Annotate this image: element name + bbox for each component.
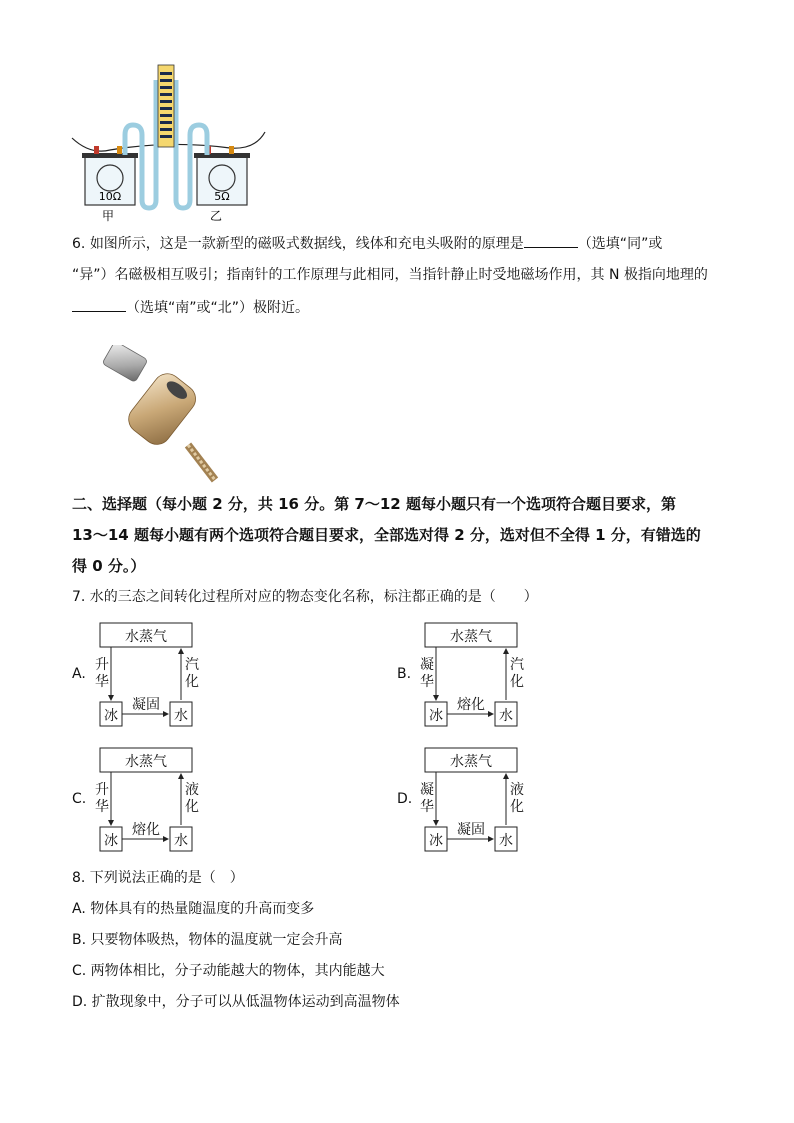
phase-diagram: [397, 745, 527, 855]
bottom-process-label: 熔化: [132, 822, 160, 838]
water-label: 水: [174, 708, 188, 724]
magnetic-cable-image: [90, 345, 230, 485]
phase-diagram: [397, 620, 527, 730]
left-process-char-2: 华: [95, 674, 109, 690]
option-label: C.: [72, 791, 87, 807]
vapor-label: 水蒸气: [450, 754, 492, 770]
bottom-process-label: 凝固: [457, 822, 485, 838]
vapor-label: 水蒸气: [450, 629, 492, 645]
left-process-char-2: 华: [420, 799, 434, 815]
phase-diagram: [72, 745, 202, 855]
right-label: 乙: [209, 209, 223, 223]
q8-option-d[interactable]: D. 扩散现象中，分子可以从低温物体运动到高温物体: [72, 994, 400, 1010]
right-process-char-1: 液: [510, 782, 524, 798]
q7-option-d[interactable]: [397, 745, 527, 855]
left-process-char-1: 凝: [420, 782, 434, 798]
right-resistor-label: 5Ω: [214, 190, 230, 203]
option-label: A.: [72, 666, 86, 682]
scale-ruler: [158, 65, 174, 147]
q6-line1: 6. 如图所示，这是一款新型的磁吸式数据线，线体和充电头吸附的原理是 （选填“同”或: [72, 233, 662, 254]
q6-line2: “异”）名磁极相互吸引；指南针的工作原理与此相同，当指针静止时受地磁场作用，其 N 极指向地理的: [72, 267, 708, 283]
option-label: B.: [397, 666, 412, 682]
q6-blank-2[interactable]: [72, 297, 126, 312]
q8-option-c[interactable]: C. 两物体相比，分子动能越大的物体，其内能越大: [72, 963, 385, 979]
option-label: D.: [397, 791, 413, 807]
joule-heat-apparatus-figure: [70, 60, 280, 225]
right-process-char-2: 化: [185, 799, 199, 815]
q8-option-a[interactable]: A. 物体具有的热量随温度的升高而变多: [72, 901, 315, 917]
q6-blank-1[interactable]: [524, 233, 578, 248]
q6-line3: （选填“南”或“北”）极附近。: [72, 297, 309, 318]
right-process-char-2: 化: [510, 799, 524, 815]
water-label: 水: [499, 833, 513, 849]
left-process-char-1: 凝: [420, 657, 434, 673]
ice-label: 冰: [104, 708, 118, 724]
q8-stem: 8. 下列说法正确的是（ ）: [72, 870, 244, 886]
water-label: 水: [174, 833, 188, 849]
q7-option-a[interactable]: [72, 620, 202, 730]
left-process-char-2: 华: [420, 674, 434, 690]
section2-heading-line2: 13～14 题每小题有两个选项符合题目要求，全部选对得 2 分，选对但不全得 1 分，有错选的: [72, 526, 701, 544]
q7-option-c[interactable]: [72, 745, 202, 855]
q8-option-b[interactable]: B. 只要物体吸热，物体的温度就一定会升高: [72, 932, 343, 948]
right-process-char-2: 化: [510, 674, 524, 690]
right-process-char-1: 汽: [185, 657, 199, 673]
right-process-char-1: 液: [185, 782, 199, 798]
phase-diagram: [72, 620, 202, 730]
left-process-char-1: 升: [95, 657, 109, 673]
left-process-char-2: 华: [95, 799, 109, 815]
ice-label: 冰: [429, 833, 443, 849]
section2-heading-line3: 得 0 分。）: [72, 557, 146, 575]
bottom-process-label: 凝固: [132, 697, 160, 713]
section2-heading-line1: 二、选择题（每小题 2 分，共 16 分。第 7～12 题每小题只有一个选项符合题目要求，第: [72, 495, 676, 513]
vapor-label: 水蒸气: [125, 629, 167, 645]
left-resistor-label: 10Ω: [98, 190, 122, 203]
left-label: 甲: [101, 209, 115, 223]
left-process-char-1: 升: [95, 782, 109, 798]
right-process-char-1: 汽: [510, 657, 524, 673]
water-label: 水: [499, 708, 513, 724]
vapor-label: 水蒸气: [125, 754, 167, 770]
bottom-process-label: 熔化: [457, 697, 485, 713]
ice-label: 冰: [429, 708, 443, 724]
q7-option-b[interactable]: [397, 620, 527, 730]
ice-label: 冰: [104, 833, 118, 849]
q7-stem: 7. 水的三态之间转化过程所对应的物态变化名称，标注都正确的是（ ）: [72, 589, 538, 605]
right-process-char-2: 化: [185, 674, 199, 690]
